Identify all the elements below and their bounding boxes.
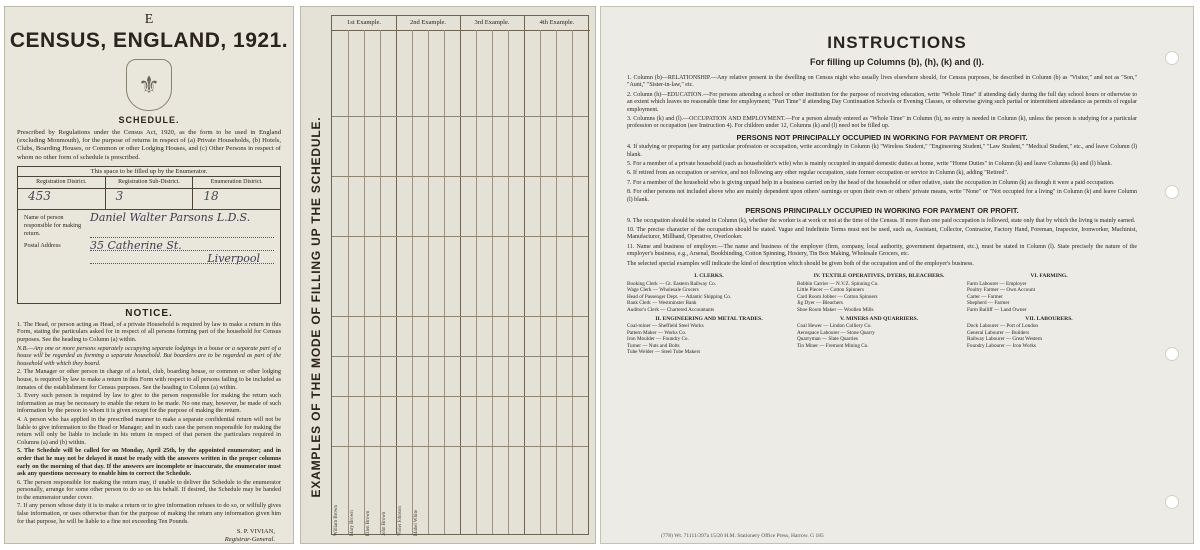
instructions-subtitle: For filling up Columns (b), (h), (k) and (l). bbox=[810, 57, 984, 67]
sample-name: Mabel White bbox=[414, 509, 419, 536]
sample-name: Violet Johnson bbox=[398, 506, 403, 536]
occ-item: Auditor's Clerk — Chartered Accountants bbox=[627, 306, 715, 313]
sample-name: William Brown bbox=[334, 504, 339, 536]
punch-hole-icon bbox=[1165, 347, 1179, 361]
signature-name: S. P. VIVIAN, bbox=[236, 528, 275, 536]
printer-footer: (778) Wt. 71111/397a 15/20 H.M. Stationery Office Press, Harrow. G 185 bbox=[661, 533, 824, 539]
instructions-panel bbox=[600, 6, 1194, 544]
col-sub-district: Registration Sub-District. bbox=[106, 177, 194, 188]
address-row bbox=[18, 238, 280, 251]
registration-district-value: 453 bbox=[18, 189, 106, 209]
notice-item: 3. Every such person is required by law to give to the person responsible for making the return such information as may be necessary to enable the return to be made. No one may, however, be made of such information by the person to whom it is given except for the purpose of making the return. bbox=[17, 392, 281, 415]
occ-item: Tin Miner — Fremont Mining Co. bbox=[797, 342, 869, 349]
responsible-person-row bbox=[18, 210, 280, 238]
occ-item: Jig Dyer — Bleachers bbox=[797, 300, 843, 307]
occ-item: Turner — Nuts and Bolts bbox=[627, 342, 680, 349]
census-title: CENSUS, ENGLAND, 1921. bbox=[9, 29, 289, 52]
notice-item: 7. If any person whose duty it is to make a return or to give information refuses to do so, or wilfully gives false information, or uses otherwise than for the purpose of making the return any information given him for that purpose, he will be liable to a fine not exceeding Ten Pounds. bbox=[17, 502, 281, 525]
example-header: 3rd Example. bbox=[460, 16, 525, 31]
occ-item: Railway Labourer — Great Western bbox=[967, 336, 1042, 343]
example-header: 1st Example. bbox=[332, 16, 397, 31]
occ-item: Foundry Labourer — Iron Works bbox=[967, 342, 1036, 349]
notice-list bbox=[17, 321, 281, 525]
examples-side-title: EXAMPLES OF THE MODE OF FILLING UP THE SCHEDULE. bbox=[309, 116, 323, 498]
section-heading: PERSONS PRINCIPALLY OCCUPIED IN WORKING FOR PAYMENT OR PROFIT. bbox=[745, 206, 1019, 216]
occ-item: Farm Bailiff — Land Owner bbox=[967, 306, 1027, 313]
occ-item: Farm Labourer — Employer bbox=[967, 280, 1027, 287]
notice-item: 1. The Head, or person acting as Head, of a private Household is required by law to make a return in this Form, stating the particulars asked for in respect of all persons forming part of the household for Census purposes. See the heading to Column (a) within. bbox=[17, 320, 281, 343]
instruction-para: 2. Column (h)—EDUCATION.—For persons attending a school or other institution for the purpose of receiving education, write "Whole Time" if attending daily during the full day school hours or otherwise to an extent which leaves no reasonable time for employment; "Part Time" if attending Day Continuation Schools or Evening Classes, or otherwise giving such partial or intermittent attendance as permits of regular employment. bbox=[627, 91, 1137, 113]
instructions-title: INSTRUCTIONS bbox=[827, 33, 967, 52]
occ-item: Carter — Farmer bbox=[967, 293, 1003, 300]
instruction-para: 6. If retired from an occupation or service, and not following any other regular occupation, state former occupation or service in Column (k), adding "Retired". bbox=[627, 170, 1009, 177]
instruction-para: 7. For a member of the household who is giving unpaid help in a business carried on by the head of the household or other relative, state the occupation in Column (k) as though it were a paid occupation. bbox=[627, 179, 1115, 186]
schedule-heading: SCHEDULE. bbox=[118, 115, 180, 125]
occ-item: Bank Clerk — Westminster Bank bbox=[627, 300, 697, 307]
instructions-text bbox=[627, 75, 1137, 268]
example-header: 4th Example. bbox=[524, 16, 590, 31]
col-enumeration-district: Enumeration District. bbox=[210, 178, 263, 185]
occ-item: Aerospace Labourer — Stone Quarry bbox=[797, 329, 875, 336]
occ-item: Poultry Farmer — Own Account bbox=[967, 287, 1036, 294]
address-value: 35 Catherine St. bbox=[90, 242, 274, 251]
col-registration-district: Registration District. bbox=[18, 177, 106, 188]
instruction-para: 4. If studying or preparing for any particular profession or occupation, write accordingly in Column (k) "Wireless Student," "Engineering Student," "Law Student," "Medical Student," etc., and leave Column (l) blank. bbox=[627, 144, 1137, 158]
occ-column bbox=[967, 271, 1137, 356]
enumerator-columns bbox=[18, 177, 280, 189]
occ-item: Little Piecer — Cotton Spinners bbox=[797, 287, 864, 294]
instruction-para: 8. For other persons not included above who are mainly dependent upon others' earnings or upon their own or others' private means, write "None" or "Not occupied for a living" in Column (k) and leave Column (l) blank. bbox=[627, 189, 1137, 203]
occ-item: Coal-miner — Sheffield Steel Works bbox=[627, 323, 704, 330]
signature bbox=[23, 528, 275, 544]
notice-item: 6. The person responsible for making the return may, if unable to deliver the Schedule to the enumerator personally, arrange for some other person to do so on his behalf. If desired, the Schedule may be handed to the enumerator under cover. bbox=[17, 478, 281, 501]
town-value: Liverpool bbox=[90, 255, 274, 264]
occ-item: Coal Hewer — Lindon Colliery Co. bbox=[797, 323, 872, 330]
instruction-para: The selected special examples will indicate the kind of description which should be given both of the occupation and of the employer's business. bbox=[627, 260, 974, 267]
occ-group-heading: II. ENGINEERING AND METAL TRADES. bbox=[655, 315, 763, 322]
occ-item: Shepherd — Farmer bbox=[967, 300, 1010, 307]
occ-group-heading: VII. LABOURERS. bbox=[1025, 315, 1073, 322]
occ-item: Booking Clerk — Gt. Eastern Railway Co. bbox=[627, 280, 717, 287]
occ-group-heading: V. MINERS AND QUARRIERS. bbox=[839, 315, 919, 322]
examples-panel bbox=[300, 6, 596, 544]
notice-item: N.B.—Any one or more persons separately occupying separate lodgings in a house or a separate part of a house will be regarded as forming a separate household. But boarders are to be regarded as part of the household with which they board. bbox=[17, 344, 281, 367]
address-label: Postal Address bbox=[24, 241, 61, 249]
sub-district-value: 3 bbox=[106, 189, 194, 209]
occ-group-heading: VI. FARMING. bbox=[1030, 272, 1068, 279]
instruction-para: 9. The occupation should be stated in Column (k), whether the worker is at work or not at the time of the Census. If more than one paid occupation is followed, state only that by which the living is mainly earned. bbox=[627, 217, 1136, 224]
instruction-para: 1. Column (b)—RELATIONSHIP.—Any relative present in the dwelling on Census night who usually lives elsewhere should, for Census purposes, be described in Column (b) as "Visitor," and not as "Son," "Aunt," "Sister-in-law," etc. bbox=[627, 75, 1137, 89]
enumerator-values bbox=[18, 189, 280, 210]
occ-item: Iron Moulder — Foundry Co. bbox=[627, 336, 689, 343]
notice-item: 5. The Schedule will be called for on Monday, April 25th, by the appointed enumerator; and in order that he may not be delayed it must be ready with the answers written in the proper columns early on the morning of that day. If the answers are incomplete or inaccurate, the enumerator must ask any questions necessary to enable him to correct the Schedule. bbox=[17, 447, 281, 478]
town-row bbox=[18, 251, 280, 264]
instruction-para: 11. Name and business of employer.—The name and business of the employer (firm, company, local authority, government department, etc.), must be stated in Column (l). State precisely the nature of the employer's business, e.g., Arsenal, Bookbinding, Cotton Spinning, Hosiery, Tin Box Making, Wholesale Grocers, etc. bbox=[627, 243, 1137, 258]
punch-hole-icon bbox=[1165, 495, 1179, 509]
instruction-para: 10. The precise character of the occupation should be stated. Vague and Indefinite Terms must not be used, such as, Assistant, Collector, Contractor, Factory Hand, Foreman, Inspector, Ironworker, Machinist, Manufacturer, Millhand, Operative, Overlooker. bbox=[627, 226, 1137, 241]
punch-hole-icon bbox=[1165, 185, 1179, 199]
punch-hole-icon bbox=[1165, 51, 1179, 65]
instruction-para: 3. Columns (k) and (l).—OCCUPATION AND EMPLOYMENT.—For a person already entered as "Whole Time" in Column (h), no entry is needed in Column (k), unless the person is studying for a particular profession or occupation (see Instruction 4). For children under 12, Columns (k) and (l) need not be filled up. bbox=[627, 116, 1137, 130]
signature-title: Registrar-General. bbox=[224, 536, 275, 544]
section-heading: PERSONS NOT PRINCIPALLY OCCUPIED IN WORKING FOR PAYMENT OR PROFIT. bbox=[736, 132, 1028, 142]
sample-name: Ellen Brown bbox=[366, 510, 371, 536]
occ-item: Tube Welder — Steel Tube Makers bbox=[627, 349, 701, 356]
royal-arms-icon: ⚜ bbox=[126, 59, 172, 111]
sample-name: John Brown bbox=[382, 511, 387, 536]
occ-item: Wage Clerk — Wholesale Grocers bbox=[627, 287, 699, 294]
notice-heading: NOTICE. bbox=[125, 307, 173, 319]
name-label: Name of person responsible for making return. bbox=[24, 213, 82, 237]
examples-grid bbox=[331, 15, 589, 535]
occ-item: Pattern Maker — Works Co. bbox=[627, 329, 687, 336]
occ-item: Dock Labourer — Port of London bbox=[967, 323, 1039, 330]
sample-name: Mary Brown bbox=[350, 510, 355, 536]
occ-item: Bobbin Carrier — N.V.Z. Spinning Co. bbox=[797, 280, 879, 287]
enumerator-box-heading: This space to be filled up by the Enumerator. bbox=[18, 167, 280, 177]
heading-letter: E bbox=[144, 12, 154, 27]
cover-panel bbox=[4, 6, 294, 544]
occ-item: Quarryman — Slate Quarries bbox=[797, 336, 858, 343]
instruction-para: 5. For a member of a private household (such as householder's wife) who is mainly occupied in unpaid domestic duties at home, write "Home Duties" in Column (k) and leave Columns (k) and (l) blank. bbox=[627, 161, 1113, 168]
occupation-examples bbox=[627, 271, 1137, 356]
enumeration-district-value: 18 bbox=[203, 188, 219, 203]
name-value: Daniel Walter Parsons L.D.S. bbox=[90, 214, 274, 238]
occ-column bbox=[797, 271, 967, 356]
intro-text: Prescribed by Regulations under the Census Act, 1920, as the form to be used in England (excluding Monmouth), for the purpose of returns in respect of (a) Private Households, (b) Hotels, Clubs, Boarding Houses, or Common or other Lodging Houses, and (c) Other Persons in respect of whom no other form of schedule is prescribed. bbox=[17, 129, 281, 161]
occ-item: Card Room Jobber — Cotton Spinners bbox=[797, 293, 878, 300]
occ-column bbox=[627, 271, 797, 356]
occ-group-heading: I. CLERKS. bbox=[694, 272, 724, 279]
occ-group-heading: IV. TEXTILE OPERATIVES, DYERS, BLEACHERS. bbox=[813, 272, 945, 279]
occ-item: Head of Passenger Dept. — Atlantic Shipping Co. bbox=[627, 293, 732, 300]
enumerator-box bbox=[17, 166, 281, 304]
example-header: 2nd Example. bbox=[396, 16, 461, 31]
notice-item: 4. A person who has applied in the prescribed manner to make a separate confidential return will not be liable to give information to the Head or Manager; and in such case the person responsible for making the return will only be liable to include in his return in respect of that person the particulars required in Columns (a) and (b) within. bbox=[17, 415, 281, 446]
notice-item: 2. The Manager or other person in charge of a hotel, club, boarding house, or common or other lodging house, is required by law to make a return in this Form with respect to all persons failing to be included as inmates of the establishment for Census purposes. See the heading to Column (a) within. bbox=[17, 368, 281, 391]
occ-item: Shoe Room Maker — Woollen Mills bbox=[797, 306, 874, 313]
occ-item: General Labourer — Builders bbox=[967, 329, 1030, 336]
